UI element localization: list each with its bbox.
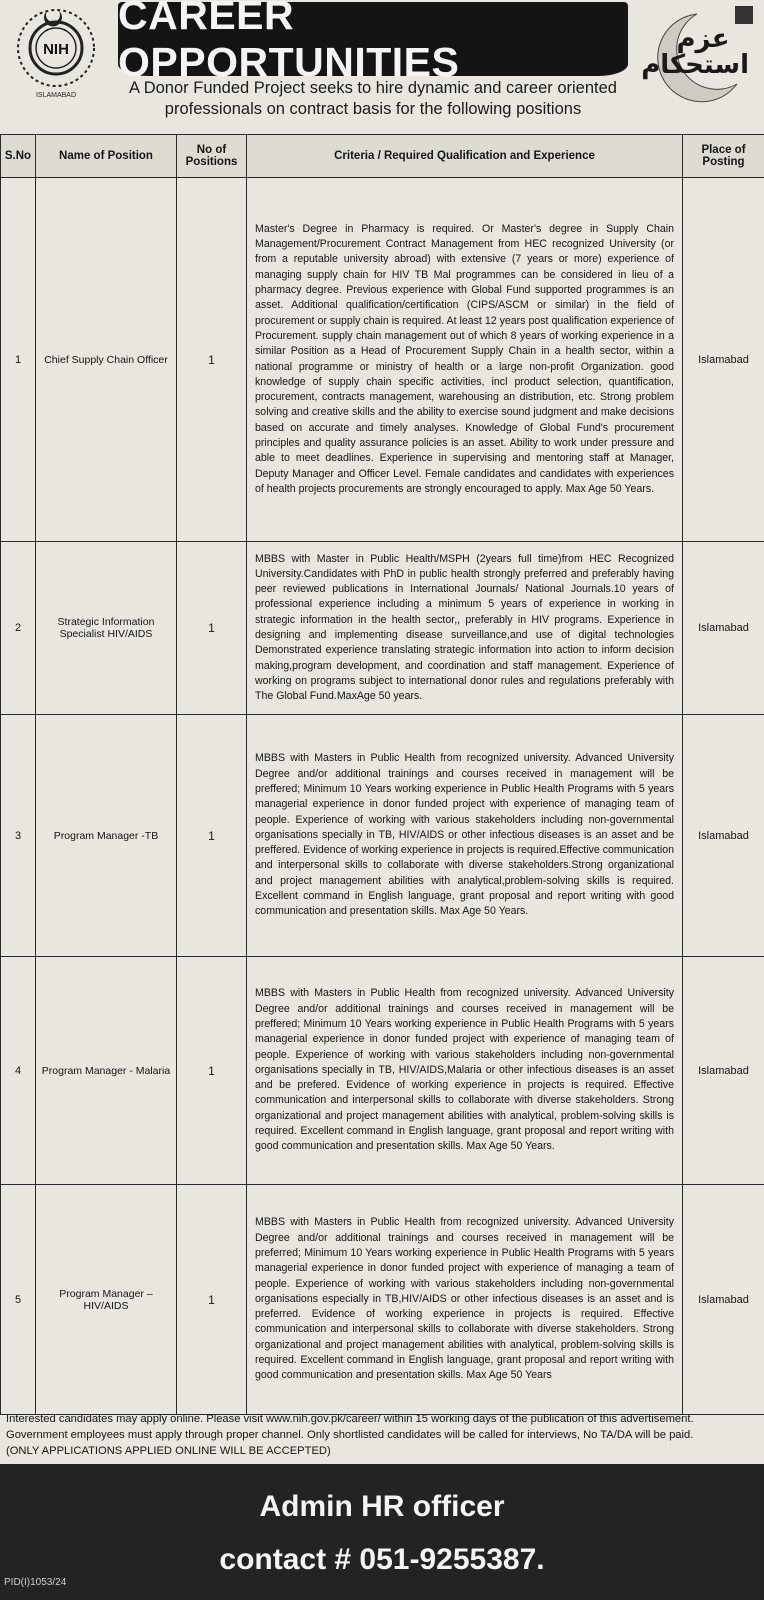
row-count: 1 [177, 715, 247, 957]
application-instructions [6, 1411, 762, 1459]
pid-number: PID(I)1053/24 [4, 1577, 67, 1588]
row-criteria: MBBS with Masters in Public Health from recognized university. Advanced University Degree and/or additional trainings and courses received in management will be preferred; Minimum 10 Years working experience in Public Health Programs with 5 years managerial experience in donor funded project with experience of managing a team of people. Experience of working with various stakeholders including non-governmental organisations especially in TB,HIV/AIDS or other infectious diseases is an asset and is preferred. Evidence of working experience in projects is required. Effective communication and interpersonal skills to collaborate with diverse stakeholders. Strong organizational and project management abilities with analytical, problem-solving skills is required. Excellent command in English language, grant proposal and report writing with good communication and presentation skills. Max Age 50 Years [247, 1185, 683, 1415]
row-place: Islamabad [683, 178, 764, 542]
table-row [1, 1185, 764, 1415]
nih-emblem-icon [8, 4, 104, 100]
row-position: Program Manager -TB [36, 715, 177, 957]
row-place: Islamabad [683, 542, 764, 715]
azm-e-istehkam-text: عزم استحکام [641, 24, 749, 80]
row-count: 1 [177, 178, 247, 542]
page-title: CAREER OPPORTUNITIES [118, 2, 628, 76]
row-position: Program Manager – HIV/AIDS [36, 1185, 177, 1415]
contact-phone: contact # 051-9255387. [219, 1543, 545, 1576]
positions-table [0, 134, 764, 1415]
row-count: 1 [177, 1185, 247, 1415]
row-position: Strategic Information Specialist HIV/AIDS [36, 542, 177, 715]
row-criteria: MBBS with Masters in Public Health from recognized university. Advanced University Degree and/or additional trainings and courses received in management will be preffered; Minimum 10 Years working experience in Public Health Programs with 5 years managerial experience in donor funded project with experience of managing team of people. Experience of working with various stakeholders including non-governmental organisations specially in TB, HIV/AIDS or other infectious diseases is an asset and be preffered. Evidence of working experience in projects is required.Effective communication and interpersonal skills to collaborate with diverse stakeholders.Strong organizational and project management abilities with analytical,problem-solving skills is required. Excellent command in English language, grant proposal and report writing with good communication and presentation skills. Max Age 50 Years. [247, 715, 683, 957]
table-row [1, 957, 764, 1185]
row-count: 1 [177, 957, 247, 1185]
col-header-sno: S.No [1, 135, 36, 178]
row-criteria: MBBS with Master in Public Health/MSPH (2years full time)from HEC Recognized University.Candidates with PhD in public health strongly preferred and preferably having peer reviewed publications in International Journals/ National Journals.10 years of professional experience including a minimum 5 years of experience in working in strategic information in the health sector,, preferably in HIV programs. Experience in designing and implementing disease surveillance,and use of digital technologies Demonstrated experience translating strategic information into action to inform decision making,program development, and coordination and staff management. Experience of working on programs subject to international donor rules and regulations preferably with The Global Fund.MaxAge 50 years. [247, 542, 683, 715]
table-row [1, 542, 764, 715]
col-header-criteria: Criteria / Required Qualification and Experience [247, 135, 683, 178]
row-sno: 3 [1, 715, 36, 957]
row-position: Program Manager - Malaria [36, 957, 177, 1185]
instructions-line-1: Interested candidates may apply online. Please visit www.nih.gov.pk/career/ within 15 working days of the publication of this advertisement. [6, 1413, 694, 1425]
row-count: 1 [177, 542, 247, 715]
header [0, 0, 764, 133]
nih-logo-text: NIH [43, 41, 69, 58]
table-row [1, 715, 764, 957]
row-place: Islamabad [683, 715, 764, 957]
row-criteria: Master's Degree in Pharmacy is required. Or Master's degree in Supply Chain Management/Procurement Contract Management from HEC recognized University (or from a reputable university abroad) with extensive (7 years or more) experience of managing supply chain for HIV TB Mal programmes can be considered in lieu of a pharmacy degree. Previous experience with Global Fund supported programmes is an asset. Additional qualification/certification (CIPS/ASCM or similar) in the field of procurement or supply chain is required. At least 12 years post qualification experience of Procurement. supply chain management out of which 8 years of working experience in a similar Position as a Head of Procurement Supply Chain in a health sector, within a national programme or ministry of health or a large non-profit Organization. good knowledge of supply chain specific activities, incl product selection, quantification, procurement, contracts management, warehousing an distribution, etc. Strong problem solving and creative skills and the ability to exercise sound judgment and make decisions based on accurate and timely analyses. Knowledge of Global Fund's procurement principles and quality assurance policies is an asset. Ability to work under pressure and able to meet deadlines. Experience in supervising and mentoring staff at Manager, Deputy Manager and Officer Level. Female candidates and candidates with experiences of health projects procurements are strongly encouraged to apply. Max Age 50 Years. [247, 178, 683, 542]
col-header-place: Place of Posting [683, 135, 764, 178]
col-header-count: No of Positions [177, 135, 247, 178]
contact-band [0, 1464, 764, 1600]
nih-logo-caption: ISLAMABAD [35, 92, 77, 99]
row-place: Islamabad [683, 957, 764, 1185]
contact-title: Admin HR officer [259, 1490, 505, 1523]
azm-e-istehkam-logo [635, 6, 755, 106]
table-header-row [1, 135, 764, 178]
subtitle [118, 78, 628, 120]
table-row [1, 178, 764, 542]
row-sno: 1 [1, 178, 36, 542]
row-sno: 5 [1, 1185, 36, 1415]
instructions-line-2: Government employees must apply through proper channel. Only shortlisted candidates will be called for interviews, No TA/DA will be paid. [6, 1429, 694, 1441]
subtitle-line-1: A Donor Funded Project seeks to hire dynamic and career oriented [129, 79, 617, 97]
instructions-line-3: (ONLY APPLICATIONS APPLIED ONLINE WILL BE ACCEPTED) [6, 1445, 331, 1457]
subtitle-line-2: professionals on contract basis for the following positions [164, 100, 582, 118]
row-criteria: MBBS with Masters in Public Health from recognized university. Advanced University Degree and/or additional trainings and courses received in management will be preffered; Minimum 10 Years working experience in Public Health Programs with 5 years managerial experience in donor funded project with experience of managing team of people. Experience of working with various stakeholders including non-governmental organisations specially in TB, HIV/AIDS,Malaria or other infectious diseases is an asset and be prefered. Evidence of working experience in projects is required. Effective communication and interpersonal skills to collaborate with diverse stakeholders. Strong organizational and project management abilities with analytical, problem-solving skills is required. Excellent command in English language, grant proposal and report writing with good communication and presentation skills. Max Age 50 Years. [247, 957, 683, 1185]
row-sno: 4 [1, 957, 36, 1185]
row-place: Islamabad [683, 1185, 764, 1415]
row-position: Chief Supply Chain Officer [36, 178, 177, 542]
col-header-position: Name of Position [36, 135, 177, 178]
row-sno: 2 [1, 542, 36, 715]
